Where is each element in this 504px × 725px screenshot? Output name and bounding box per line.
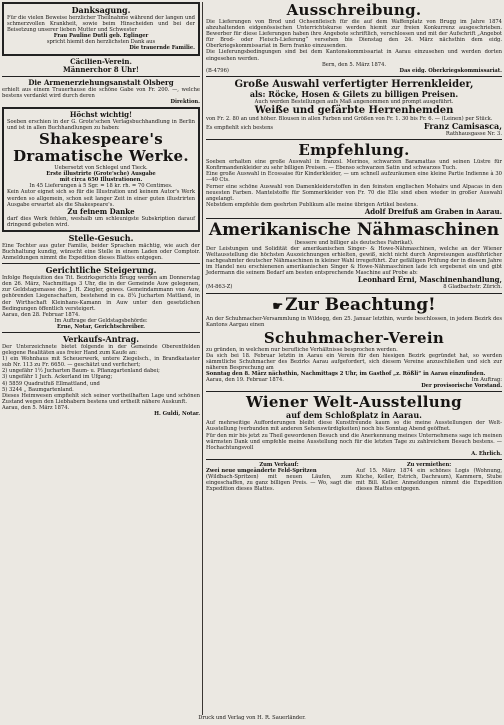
shakespeare-ed2: mit circa 650 Illustrationen.: [59, 177, 143, 184]
naeh-sub: (bessere und billiger als deutsches Fabrikat).: [294, 239, 414, 246]
left-column: [2, 2, 200, 419]
ad-schuhmacher: [206, 330, 502, 390]
schuh-body2: Da sich bei 18. Februar letztin in Aarau ein Verein für den hiesigen Bezirk gegründet hat, so werden sämmtliche Schuhmacher des Bezirks Aarau aufgefordert, sich diesem Vereine anzuschließen und sich zur näheren Besprechung am: [206, 352, 502, 371]
divider: [206, 459, 502, 460]
wien-sub: auf dem Schloßplatz in Aarau.: [286, 410, 422, 421]
schuh-title: Schuhmacher-Verein: [263, 328, 445, 347]
right-column: [206, 2, 502, 492]
schuh-sign2: Der provisorische Vorstand.: [421, 383, 502, 390]
ausschreibung-date: Bern, den 5. März 1874.: [321, 61, 387, 68]
caecilien-title: Cäcilien-Verein.: [70, 56, 132, 66]
ausschreibung-code: (B-4796): [206, 67, 229, 74]
shakespeare-trans: Uebersetzt von Schlegel und Tieck.: [54, 165, 148, 172]
herren-name: Franz Camisasca,: [423, 121, 502, 132]
verkauf-title: Verkaufs-Antrag.: [62, 334, 140, 344]
verkauf-item: 2) ungefähr 1½ Jucharten Baum- u. Pflanzgartenland dabei;: [2, 368, 160, 375]
shakespeare-title2: Dramatische Werke.: [13, 147, 189, 166]
verkauf-sign: H. Guldi, Notar.: [154, 411, 200, 418]
empfehlung-body3: Ferner eine schöne Auswahl von Damenkleiderstoffen in den feinsten englischen Mohairs und Alpacas in den neuesten Farben. Mantelstoffe für Sommerkleider von Fr. 70 die Elle sind eben wieder in großer Auswahl angelangt.: [206, 183, 502, 202]
verkauf-item: 1) ein Wohnhaus mit Scheuerwerk, untere Ziegelsch., in Brandkataster sub Nr. 113 zu Fr. 6650. — geschätzt und verfichert;: [2, 356, 200, 369]
caecilien-sub: Männerchor 8 Uhr!: [62, 64, 139, 74]
shakespeare-ed: Erste illustrirte (Grote'sche) Ausgabe: [46, 171, 156, 178]
empfehlung-body2: Eine große Auswahl in Ecossaise für Kinderkleider, — um schnell aufzuräumen eine kleine Partie Indienne à 30—40 Cts.: [206, 171, 502, 184]
shakespeare-title1: Shakespeare's: [39, 130, 163, 149]
shakespeare-note: Kein Autor eignet sich so für die Illustration und keinem Autor's Werk werden so allgemein, schon seit langer Zeit in einer guten illustrirten Ausgabe erwartet als die Shakespeare's.: [7, 189, 195, 208]
armen-title: Die Armenerziehungsanstalt Olsberg: [28, 77, 174, 87]
ad-danksagung: [2, 2, 200, 56]
armen-body: erhielt aus einem Trauerhause die schöne Gabe von Fr. 200. —, welche bestens verdankt wird durch deren: [2, 86, 200, 99]
printer-imprint: Druck und Verlag von H. R. Sauerländer.: [198, 715, 306, 721]
shakespeare-tail2: darf dies Werk fehlen, weshalb um schleunigste Subskription darauf dringend gebeten wird.: [7, 215, 195, 228]
danksagung-sign: Die trauernde Familie.: [129, 45, 195, 52]
herren-title2: Weiße und gefärbte Herrenhemden: [254, 104, 454, 116]
shakespeare-line1: Soeben erschien in der G. Grote'schen Verlagsbuchhandlung in Berlin und ist in allen Buchhandlungen zu haben:: [7, 118, 195, 131]
divider: [2, 332, 200, 333]
naeh-title: Amerikanische Nähmaschinen: [208, 219, 500, 240]
shakespeare-tail1: Zu feinem Danke: [67, 206, 135, 216]
naeh-body: Der Leistungen und Solidität der amerikanischen Singer- & Howe-Nähmaschinen, welche an der Wiener Weltausstellung die höchsten Auszeichnungen erhielten, gewiß, nicht nicht durch Anpreisungen ausführlicher nachgeahmter deutscher Nähmaschinen in kleiner Wahl irregeführt. Zur gefälligen Prüfung der in diesem Jahre im Handel neu erschienenen amerikanischen Singer & Howe-Nähmaschinen lade ich ergebenst ein und gibt Jedermann die seinem Bedarf am besten entsprechende Maschine auf Probe ab:: [206, 245, 502, 277]
wien-sign: A. Ehrlich.: [471, 450, 502, 457]
herren-title: Große Auswahl verfertigter Herrenkleider,: [234, 78, 474, 90]
ad-stelle: [2, 234, 200, 261]
schuh-sign1: Im Auftrag:: [471, 377, 502, 384]
divider: [2, 263, 200, 264]
danksagung-body: Für die vielen Beweise herzlicher Theilnahme während der langen und schmerzvollen Krankheit, sowie beim Hinscheiden und bei der Beisetzung unserer lieben Mutter und Schwester: [7, 15, 195, 34]
stelle-title: Stelle-Gesuch.: [68, 232, 134, 243]
vermiethen-title: Zu vermiethen:: [406, 461, 452, 468]
divider: [206, 218, 502, 219]
empfehlung-body4: Nebstdem empfehle dem geehrten Publikum alle meine übrigen Artikel bestens.: [206, 201, 418, 208]
verkauf-item: 5) 3244 „ Baumgartenland.: [2, 386, 74, 393]
verkauf-date: Aarau, den 5. März 1874.: [2, 404, 70, 411]
wien-body2: Für den mir bis jetzt zu Theil gewordenen Besuch und die Anerkennung meines Unternehmens sage ich meinen wärmsten Dank und empfehle meine Ausstellung noch für die letzten Tage zu zahlreichem Besuch bestens. — Hochachtungsvoll: [206, 432, 502, 451]
verkauf-outro: Dieses Heimwesen empfiehlt sich seiner vortheilhaften Lage und schönen Zustand wegen den Liebhabern bestens und ertheilt nähere Auskunft.: [2, 392, 200, 405]
gericht-sign2: Erne, Notar, Gerichtschreiber.: [57, 323, 145, 330]
gericht-body: Infolge Requisition des Tit. Bezirksgerichts Brugg werden am Donnerstag den 26. März, Nachmittags 3 Uhr, die in der Gemeinde Auw gelegenen, zur Geldstagsmasse des J. H. Ziegler, gewes. Gemeindammann von Auw, gehörenden Liegenschaften, bestehend in ca. 8¼ Jucharten Mattland, in der Wirthschaft Kleinhans-Kamann in Auw unter den gesetzlichen Bedingungen öffentlich versteigert.: [2, 275, 200, 312]
divider: [206, 76, 502, 77]
ausschreibung-body2: Die Lieferungsbedingungen sind bei dem Kantonskommissariat in Aarau einzusehen und werden dorten eingesehen werden.: [206, 49, 502, 62]
ausschreibung-body: Die Lieferungen von Brod und Ochsenfleisch für die auf dem Waffenplatz von Brugg im Jahre 1874 abzuhaltenden eidgenössischen Unterrichtskurse werden hiemit zur freien Konkurrenz ausgeschrieben. Bewerber für diese Lieferungen haben ihre Angebote schriftlich, verschlossen und mit der Aufschrift „Angebot für Brod- oder Fleisch-Lieferung“ versehen bis Dienstag den 24. März nächsthin dem eidg. Oberkriegskommissariat in Bern franko einzusenden.: [206, 19, 502, 50]
ad-vermiethen: [356, 462, 502, 492]
pointing-hand-icon: ☛: [272, 298, 284, 313]
ad-armen: [2, 79, 200, 105]
herren-body: von Fr. 2. 80 an und höher. Blousen in allen Farben und Größen von Fr. 1. 30 bis Fr. 6. — (Leinen) per Stück.: [206, 115, 493, 122]
ad-verkauf-spritzen: [206, 462, 352, 492]
ad-caecilien: [2, 58, 200, 74]
ad-shakespeare: [2, 107, 200, 232]
beachtung-title: Zur Beachtung!: [285, 294, 436, 315]
wien-title: Wiener Welt-Ausstellung: [246, 393, 462, 412]
empfehlung-sign: Adolf Dreifuß am Graben in Aarau.: [364, 206, 502, 216]
spritzen-body: (Wildbach-Spritzen) mit neuen Läufen, zum eingeschaffen, zu ganz billigen Preis. — Wo, sagt die Expedition dieses Blattes.: [206, 474, 352, 493]
divider: [206, 293, 502, 294]
empfehlung-body: Soeben erhalten eine große Auswahl in franzsl. Merinos, schwarzen Baramattas und seinen Lüstre für Konfirmandenkleider zu sehr billigen Preisen. — Ebenso schwarzen Satin und schwarzes Tuch.: [206, 159, 502, 172]
naeh-code: (M-863-Z): [206, 284, 233, 291]
verkauf-item: 4) 5859 Quadratfuß Ellmattland, und: [2, 380, 100, 387]
shakespeare-price: In 45 Lieferungen à 5 Sgr. = 18 kr. rh. = 70 Centimes.: [29, 183, 173, 190]
empfehlung-title: Empfehlung.: [298, 141, 410, 160]
divider: [206, 391, 502, 392]
vermiethen-body: Auf 15. März 1874 ein schönes Logis (Wohnung, Küche, Keller, Estrich, Dachraum), Kammern, Stube mit Bill. Keller. Anmeldungen nimmt die Expedition dieses Blattes entgegen.: [356, 468, 502, 493]
herren-sub: als: Röcke, Hosen & Gilets zu billigen Preisen.: [249, 88, 459, 99]
beachtung-body: An der Schuhmacher-Versammlung in Wildegg, den 25. Januar letzthin, wurde beschlossen, in jedem Bezirk des Kantons Aargau einen: [206, 315, 502, 328]
schuh-body: zu gründen, in welchem nur berufliche Verhältnisse besprochen werden.: [206, 346, 398, 353]
gericht-date: Aarau, den 28. Februar 1874.: [2, 311, 80, 318]
verkauf-intro: Der Unterzeichnete bietet folgende in der Gemeinde Oberentfelden gelegene Realitäten aus freier Hand zum Kaufe an:: [2, 344, 200, 357]
danksagung-name: Frau Pauline Dutli geb. Eglinger: [53, 33, 149, 40]
divider: [206, 139, 502, 140]
column-divider: [202, 2, 203, 715]
herren-line: Auch werden Bestellungen aufs Maß angenommen und prompt ausgeführt.: [254, 98, 454, 105]
ausschreibung-sign: Das eidg. Oberkriegskommissariat.: [399, 67, 502, 74]
gericht-title: Gerichtliche Steigerung.: [45, 265, 157, 276]
danksagung-thanks: spricht hiemit den herzlichsten Dank aus: [46, 39, 156, 46]
ad-empfehlung: [206, 142, 502, 216]
armen-sign: Direktion.: [170, 98, 200, 105]
divider: [2, 76, 200, 77]
ad-naehmaschinen: [206, 221, 502, 291]
wien-body: Auf mehrseitige Aufforderungen bleibt diese Kunstfreunde kaum so die meine Ausstellungen der Welt-Ausstellung (verbunden mit anderen Sehenswürdigkeiten) noch bis Sonntag Abend geöffnet.: [206, 420, 502, 433]
ad-gericht: [2, 266, 200, 330]
verkauf-item: 3) ungefähr 1 Juch. Ackerland im Ufgang;: [2, 374, 113, 381]
ausschreibung-title: Ausschreibung.: [286, 1, 422, 19]
herren-tail: Es empfiehlt sich bestens: [206, 124, 274, 131]
schuh-date: Aarau, den 19. Februar 1874.: [206, 377, 284, 384]
ad-herrenkleider: [206, 79, 502, 137]
ad-wiener: [206, 394, 502, 457]
ad-beachtung: [206, 296, 502, 328]
bottom-ads: [206, 462, 502, 492]
naeh-sign: Leonhard Erni, Maschinenhandlung,: [357, 275, 502, 285]
shakespeare-top: Höchst wichtig!: [69, 109, 133, 119]
ad-verkauf: [2, 335, 200, 417]
naeh-addr: 8 Gladbachstr. Zürich.: [443, 284, 502, 291]
spritzen-title: Zum Verkauf:: [259, 461, 299, 468]
gericht-sign1: Im Auftrage der Geldstagsbehörde:: [54, 317, 148, 324]
spritzen-item: Zwei neue umgeänderte Feld-Spritzen: [206, 468, 317, 475]
ad-ausschreibung: [206, 2, 502, 74]
danksagung-title: Danksagung.: [71, 5, 131, 15]
schuh-body3: Sonntag den 8. März nächsthin, Nachmittags 2 Uhr, im Gasthof „z. Rößli“ in Aarau einzufinden.: [206, 371, 486, 378]
herren-addr: Rathhausgasse Nr. 3.: [445, 131, 502, 138]
stelle-body: Eine Tochter aus guter Familie, beider Sprachen mächtig, wie auch der Buchhaltung kundig, wünscht eine Stelle in einem Laden oder Comptoir. Anmeldungen nimmt die Expedition dieses Blattes entgegen.: [2, 242, 200, 262]
